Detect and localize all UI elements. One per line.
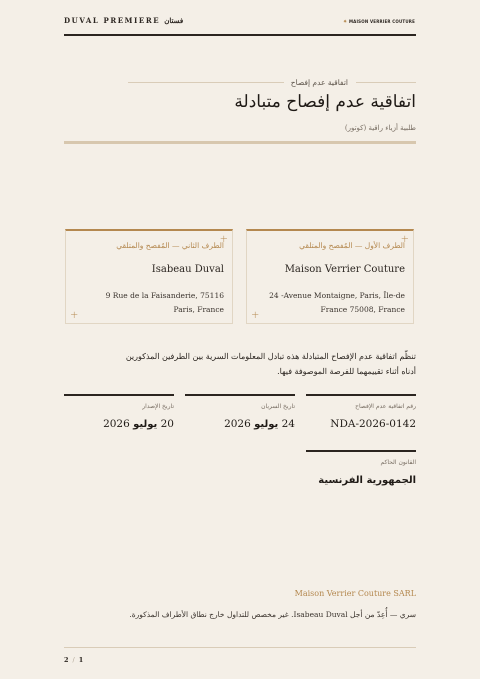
header-house-text: MAISON VERRIER COUTURE xyxy=(348,19,416,24)
party-address-line: Paris, France xyxy=(173,305,224,314)
field-value: NDA-2026-0142 xyxy=(330,418,416,430)
agreement-preamble: تنظّم اتفاقية عدم الإفصاح المتبادلة هذه تبادل المعلومات السرية بين الطرفين المذكورين أدناه أثناء تقييمهما للفرصة الموصوفة فيها. xyxy=(125,352,416,376)
party-address xyxy=(106,289,224,317)
field-governing-law xyxy=(306,450,416,486)
header-house-label xyxy=(343,19,415,25)
brand-name xyxy=(64,16,183,25)
title-divider xyxy=(64,141,416,144)
party-name: Maison Verrier Couture xyxy=(284,264,405,275)
party-address-line: 9 Rue de la Faisanderie, 75116 xyxy=(105,291,224,300)
plus-icon: + xyxy=(70,310,79,321)
field-issue-date xyxy=(64,394,174,430)
party-card-second xyxy=(65,229,233,324)
field-rule xyxy=(306,450,416,452)
document-subtitle: طلبية أزياء راقية (كوتور) xyxy=(344,124,416,132)
field-value: الجمهورية الفرنسية xyxy=(318,475,416,486)
field-rule xyxy=(185,394,295,396)
field-value xyxy=(224,418,295,430)
party-role: الطرف الثاني — المُفصح والمتلقي xyxy=(116,241,224,250)
page-counter xyxy=(64,656,83,664)
document-kicker: اتفاقية عدم إفصاح xyxy=(290,78,348,87)
field-value xyxy=(103,418,174,430)
date-day: 20 xyxy=(160,418,174,430)
plus-icon: + xyxy=(400,234,409,245)
date-month: يوليو xyxy=(254,419,279,430)
field-effective-date xyxy=(185,394,295,430)
field-rule xyxy=(306,394,416,396)
document-title: اتفاقية عدم إفصاح متبادلة xyxy=(234,92,416,112)
field-label: تاريخ السريان xyxy=(261,403,295,410)
page-total: 2 xyxy=(64,656,69,664)
field-label: تاريخ الإصدار xyxy=(142,403,174,410)
header-divider xyxy=(64,34,416,36)
kicker-rule-left xyxy=(128,82,284,83)
party-name: Isabeau Duval xyxy=(151,264,224,275)
field-rule xyxy=(64,394,174,396)
brand-arabic: فستان xyxy=(164,16,184,25)
kicker-rule-right xyxy=(356,82,416,83)
plus-icon: + xyxy=(219,234,228,245)
date-month: يوليو xyxy=(133,419,158,430)
date-day: 24 xyxy=(281,418,295,430)
signatory-name: Maison Verrier Couture SARL xyxy=(294,589,416,598)
field-label: رقم اتفاقية عدم الإفصاح xyxy=(355,403,416,410)
party-address xyxy=(269,289,405,317)
page-current: 1 xyxy=(78,656,84,664)
star-icon: ✷ xyxy=(343,19,348,25)
field-label: القانون الحاكم xyxy=(380,459,416,466)
page-separator: / xyxy=(72,656,75,664)
party-role: الطرف الأول — المُفصح والمتلقي xyxy=(299,241,405,250)
brand-latin: DUVAL PREMIERE xyxy=(64,16,161,25)
footer-divider xyxy=(64,647,416,648)
confidentiality-notice: سري — أُعِدّ من أجل Isabeau Duval. غير مخصص للتداول خارج نطاق الأطراف المذكورة. xyxy=(129,610,416,619)
party-card-first xyxy=(246,229,414,324)
party-address-line: 24 -Avenue Montaigne, Paris, Île-de xyxy=(269,291,405,300)
party-address-line: France 75008, France xyxy=(320,305,405,314)
date-year: 2026 xyxy=(103,418,130,430)
date-year: 2026 xyxy=(224,418,251,430)
field-nda-number xyxy=(306,394,416,430)
plus-icon: + xyxy=(251,310,260,321)
